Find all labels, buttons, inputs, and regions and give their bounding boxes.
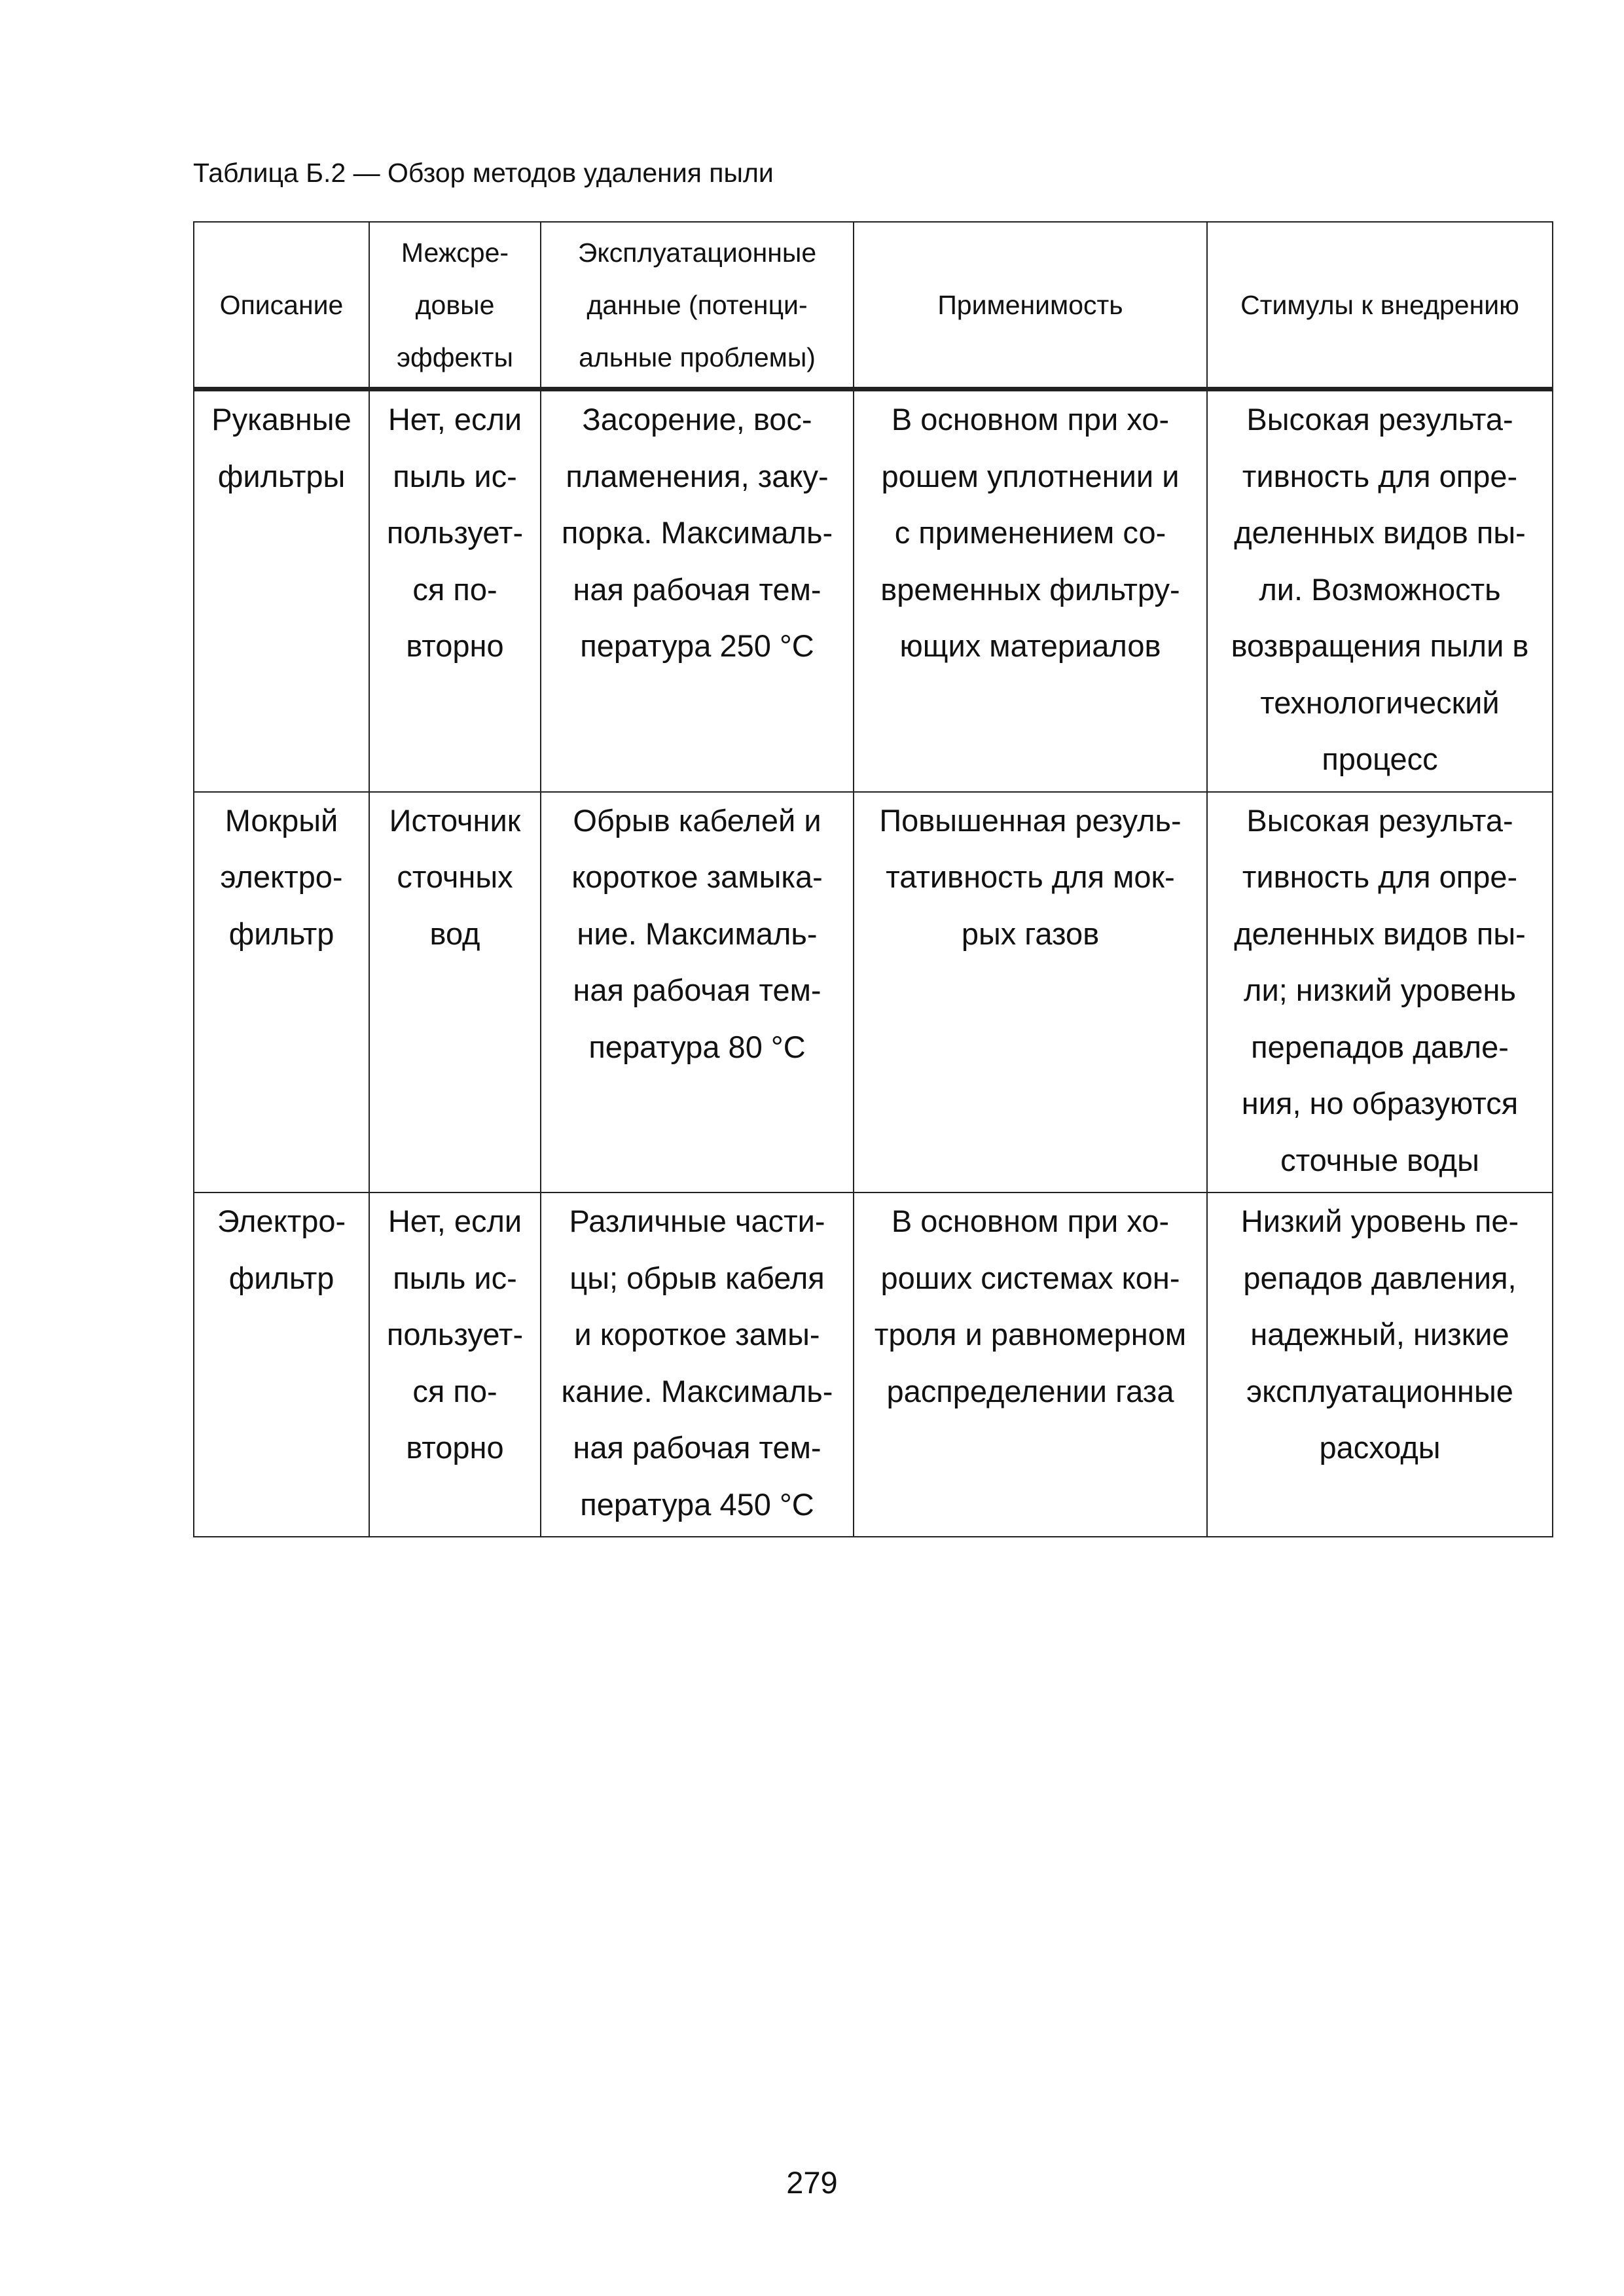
header-applicability [854, 222, 1207, 389]
cell-text-line: надежный, низкие [1250, 1317, 1509, 1352]
cell-text-line: вторно [406, 1430, 504, 1465]
cell-applicability [854, 1193, 1207, 1537]
cell-driving-force [1207, 792, 1553, 1193]
cell-text-line: рошем уплотнении и [881, 458, 1180, 493]
cell-text-line: ная рабочая тем- [573, 571, 821, 607]
cell-text-line: пыль ис- [393, 458, 517, 493]
cell-text-line: пыль ис- [393, 1260, 517, 1295]
cell-text-line: пользует- [386, 515, 524, 550]
cell-operational-data [541, 792, 854, 1193]
cell-text-line: троля и равномерном [874, 1317, 1187, 1352]
cell-text-line: Эксплуатационные [577, 237, 817, 268]
cell-text-line: ли. Возможность [1259, 571, 1501, 607]
cell-text-line: Высокая результа- [1246, 802, 1513, 838]
dust-removal-methods-table [193, 221, 1553, 1537]
cell-operational-data [541, 389, 854, 792]
cell-text-line: цы; обрыв кабеля [569, 1260, 825, 1295]
cell-cross-media-effects [369, 792, 541, 1193]
cell-cross-media-effects [369, 389, 541, 792]
cell-driving-force [1207, 1193, 1553, 1537]
cell-text-line: сточных [397, 859, 513, 894]
cell-text-line: ся по- [412, 571, 497, 607]
cell-text-line: Межсре- [401, 237, 509, 268]
cell-applicability [854, 389, 1207, 792]
table-row [194, 389, 1553, 792]
page-number: 279 [786, 2165, 838, 2200]
cell-text-line: перепадов давле- [1251, 1029, 1509, 1064]
cell-text-line: ная рабочая тем- [573, 1430, 821, 1465]
cell-text-line: фильтр [228, 1260, 334, 1295]
cell-text-line: порка. Максималь- [561, 515, 833, 550]
cell-text-line: пользует- [386, 1317, 524, 1352]
cell-text-line: сточные воды [1280, 1142, 1479, 1177]
header-cross-media-effects [369, 222, 541, 389]
cell-text-line: и короткое замы- [574, 1317, 820, 1352]
cell-text-line: В основном при хо- [891, 1204, 1170, 1238]
cell-text-line: ная рабочая тем- [573, 973, 821, 1007]
cell-text-line: Высокая результа- [1246, 402, 1513, 437]
cell-text-line: пература 250 °С [580, 628, 814, 663]
header-operational-data [541, 222, 854, 389]
cell-text-line: тивность для опре- [1242, 859, 1518, 894]
cell-text-line: Обрыв кабелей и [573, 802, 821, 838]
cell-text-line: расходы [1319, 1430, 1441, 1465]
cell-text-line: Стимулы к внедрению [1240, 289, 1519, 320]
cell-text-line: ли; низкий уровень [1244, 973, 1516, 1007]
cell-text-line: временных фильтру- [880, 571, 1180, 607]
cell-text-line: Нет, если [388, 402, 522, 437]
cell-text-line: короткое замыка- [571, 859, 823, 894]
cell-text-line: данные (потенци- [586, 289, 808, 320]
cell-cross-media-effects [369, 1193, 541, 1537]
cell-text-line: пература 450 °С [580, 1486, 814, 1522]
cell-text-line: Нет, если [388, 1204, 522, 1238]
cell-text-line: Электро- [217, 1204, 346, 1238]
cell-text-line: с применением со- [894, 515, 1166, 550]
header-driving-force [1207, 222, 1553, 389]
cell-text-line: В основном при хо- [891, 402, 1170, 437]
cell-text-line: Источник [389, 802, 521, 838]
cell-text-line: альные проблемы) [579, 342, 816, 372]
cell-driving-force [1207, 389, 1553, 792]
cell-text-line: Мокрый [225, 802, 338, 838]
table-row [194, 792, 1553, 1193]
cell-text-line: Рукавные [211, 402, 352, 437]
cell-text-line: тивность для опре- [1242, 458, 1518, 493]
cell-text-line: вторно [406, 628, 504, 663]
cell-description [194, 389, 369, 792]
cell-text-line: ся по- [412, 1373, 497, 1408]
cell-text-line: ние. Максималь- [577, 916, 818, 951]
cell-text-line: ния, но образуются [1241, 1086, 1519, 1121]
cell-text-line: возвращения пыли в [1231, 628, 1529, 663]
cell-text-line: фильтры [217, 458, 346, 493]
cell-text-line: Засорение, вос- [582, 402, 812, 437]
cell-operational-data [541, 1193, 854, 1537]
cell-text-line: Применимость [937, 289, 1123, 320]
cell-description [194, 1193, 369, 1537]
cell-text-line: роших системах кон- [880, 1260, 1180, 1295]
cell-text-line: деленных видов пы- [1234, 515, 1526, 550]
cell-text-line: Описание [219, 289, 344, 320]
cell-text-line: процесс [1322, 742, 1438, 776]
cell-text-line: кание. Максималь- [561, 1373, 833, 1408]
cell-text-line: ющих материалов [899, 628, 1161, 663]
cell-text-line: электро- [220, 859, 343, 894]
cell-text-line: пламенения, заку- [566, 458, 829, 493]
cell-text-line: Низкий уровень пе- [1240, 1204, 1519, 1238]
cell-applicability [854, 792, 1207, 1193]
cell-text-line: пература 80 °С [588, 1029, 806, 1064]
cell-text-line: распределении газа [886, 1373, 1174, 1408]
cell-text-line: вод [429, 916, 480, 951]
table-header-row [194, 222, 1553, 389]
table-row [194, 1193, 1553, 1537]
cell-text-line: довые [415, 289, 495, 320]
table-caption: Таблица Б.2 — Обзор методов удаления пыли [193, 158, 774, 188]
cell-text-line: тативность для мок- [886, 859, 1175, 894]
cell-text-line: Различные части- [569, 1204, 825, 1238]
cell-text-line: эффекты [397, 342, 513, 372]
cell-text-line: рых газов [961, 916, 1100, 951]
cell-text-line: Повышенная резуль- [879, 802, 1182, 838]
cell-text-line: репадов давления, [1243, 1260, 1517, 1295]
cell-text-line: эксплуатационные [1246, 1373, 1513, 1408]
cell-text-line: фильтр [228, 916, 334, 951]
header-description [194, 222, 369, 389]
cell-text-line: технологический [1260, 685, 1500, 720]
cell-description [194, 792, 369, 1193]
cell-text-line: деленных видов пы- [1234, 916, 1526, 951]
